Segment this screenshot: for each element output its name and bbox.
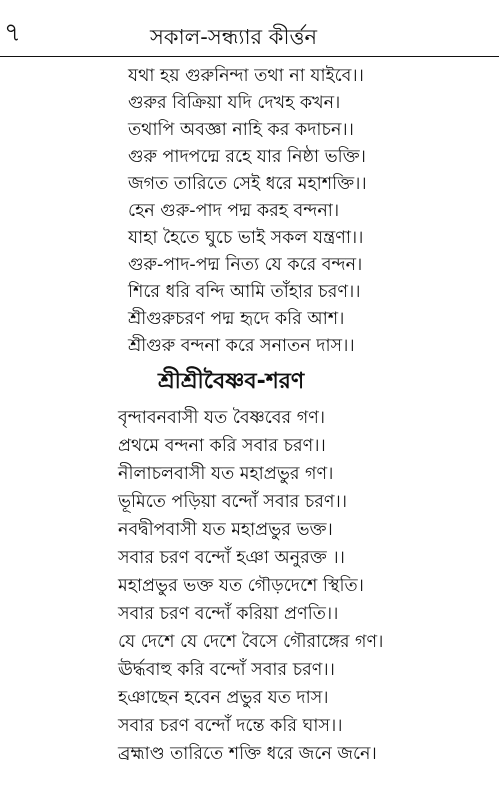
header-rule xyxy=(0,56,499,57)
verse-line: গুরু পাদপদ্মে রহে যার নিষ্ঠা ভক্তি। xyxy=(128,147,366,167)
verse-line: যথা হয় গুরুনিন্দা তথা না যাইবে।। xyxy=(128,66,364,86)
running-title: সকাল-সন্ধ্যার কীর্ত্তন xyxy=(150,25,318,49)
section-heading: শ্রীশ্রীবৈষ্ণব-শরণ xyxy=(158,369,305,394)
verse-line: সবার চরণ বন্দোঁ করিয়া প্রণতি।। xyxy=(118,604,339,624)
page-header xyxy=(0,0,499,60)
verse-line: গুরুর বিক্রিয়া যদি দেখহ কখন। xyxy=(128,93,341,113)
verse-line: নবদ্বীপবাসী যত মহাপ্রভুর ভক্ত। xyxy=(118,520,333,540)
verse-line: যে দেশে যে দেশে বৈসে গৌরাঙ্গের গণ। xyxy=(118,632,384,652)
page-number: ৭ xyxy=(4,18,21,48)
verse-line: জগত তারিতে সেই ধরে মহাশক্তি।। xyxy=(128,174,367,194)
verse-line: মহাপ্রভুর ভক্ত যত গৌড়দেশে স্থিতি। xyxy=(118,576,364,596)
verse-line: নীলাচলবাসী যত মহাপ্রভুর গণ। xyxy=(118,464,334,484)
verse-line: হেন গুরু-পাদ পদ্ম করহ বন্দনা। xyxy=(128,201,340,221)
verse-line: সবার চরণ বন্দোঁ দন্তে করি ঘাস।। xyxy=(118,716,343,736)
verse-line: বৃন্দাবনবাসী যত বৈষ্ণবের গণ। xyxy=(118,408,326,428)
verse-line: ঊর্দ্ধবাহু করি বন্দোঁ সবার চরণ।। xyxy=(118,660,335,680)
verse-line: গুরু-পাদ-পদ্ম নিত্য যে করে বন্দন। xyxy=(128,255,363,275)
verse-line: যাহা হৈতে ঘুচে ভাই সকল যন্ত্রণা।। xyxy=(128,228,364,248)
verse-line: প্রথমে বন্দনা করি সবার চরণ।। xyxy=(118,436,326,456)
verse-line: তথাপি অবজ্ঞা নাহি কর কদাচন।। xyxy=(128,120,354,140)
verse-line: শিরে ধরি বন্দি আমি তাঁহার চরণ।। xyxy=(128,282,361,302)
verse-line: হঞাছেন হবেন প্রভুর যত দাস। xyxy=(118,688,329,708)
verse-line: শ্রীগুরু বন্দনা করে সনাতন দাস।। xyxy=(128,336,355,356)
verse-line: ভূমিতে পড়িয়া বন্দোঁ সবার চরণ।। xyxy=(118,492,347,512)
verse-line: ব্রহ্মাণ্ড তারিতে শক্তি ধরে জনে জনে। xyxy=(118,744,377,764)
verse-line: শ্রীগুরুচরণ পদ্ম হৃদে করি আশ। xyxy=(128,309,345,329)
verse-line: সবার চরণ বন্দোঁ হঞা অনুরক্ত ।। xyxy=(118,548,345,568)
